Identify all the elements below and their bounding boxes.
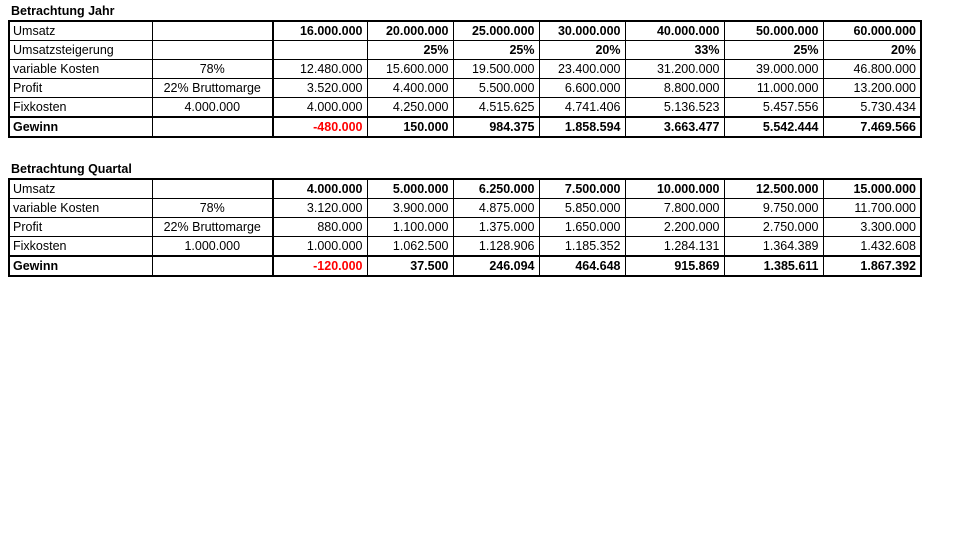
- cell[interactable]: 4.000.000: [273, 98, 367, 118]
- cell[interactable]: 46.800.000: [823, 60, 921, 79]
- cell[interactable]: 25%: [367, 41, 453, 60]
- yearly-table: [8, 20, 922, 138]
- cell[interactable]: [273, 41, 367, 60]
- row-label[interactable]: Gewinn: [9, 256, 152, 276]
- cell[interactable]: 5.850.000: [539, 199, 625, 218]
- row-param[interactable]: [152, 256, 273, 276]
- quarterly-row-fix: [9, 237, 921, 257]
- cell[interactable]: 7.469.566: [823, 117, 921, 137]
- row-param[interactable]: 78%: [152, 60, 273, 79]
- cell[interactable]: 5.500.000: [453, 79, 539, 98]
- cell[interactable]: 25%: [724, 41, 823, 60]
- cell[interactable]: 5.730.434: [823, 98, 921, 118]
- quarterly-row-variable: [9, 199, 921, 218]
- cell[interactable]: 1.858.594: [539, 117, 625, 137]
- cell[interactable]: 33%: [625, 41, 724, 60]
- cell[interactable]: 6.600.000: [539, 79, 625, 98]
- cell[interactable]: 1.364.389: [724, 237, 823, 257]
- cell[interactable]: 3.520.000: [273, 79, 367, 98]
- cell[interactable]: 2.200.000: [625, 218, 724, 237]
- cell[interactable]: 1.432.608: [823, 237, 921, 257]
- row-label[interactable]: Fixkosten: [9, 98, 152, 118]
- cell[interactable]: 1.867.392: [823, 256, 921, 276]
- quarterly-title[interactable]: Betrachtung Quartal: [11, 162, 132, 176]
- cell[interactable]: 1.128.906: [453, 237, 539, 257]
- row-param[interactable]: 22% Bruttomarge: [152, 79, 273, 98]
- cell[interactable]: 4.741.406: [539, 98, 625, 118]
- cell[interactable]: 5.000.000: [367, 179, 453, 199]
- cell[interactable]: 39.000.000: [724, 60, 823, 79]
- cell[interactable]: 60.000.000: [823, 21, 921, 41]
- cell[interactable]: 2.750.000: [724, 218, 823, 237]
- cell[interactable]: 6.250.000: [453, 179, 539, 199]
- cell[interactable]: 1.185.352: [539, 237, 625, 257]
- cell-negative[interactable]: -120.000: [273, 256, 367, 276]
- cell[interactable]: 20%: [823, 41, 921, 60]
- cell[interactable]: 4.000.000: [273, 179, 367, 199]
- cell[interactable]: 3.300.000: [823, 218, 921, 237]
- row-label[interactable]: variable Kosten: [9, 60, 152, 79]
- cell[interactable]: 3.663.477: [625, 117, 724, 137]
- row-label[interactable]: Profit: [9, 79, 152, 98]
- yearly-title[interactable]: Betrachtung Jahr: [11, 4, 115, 18]
- row-label[interactable]: Profit: [9, 218, 152, 237]
- cell[interactable]: 3.900.000: [367, 199, 453, 218]
- cell[interactable]: 23.400.000: [539, 60, 625, 79]
- cell[interactable]: 150.000: [367, 117, 453, 137]
- cell[interactable]: 1.385.611: [724, 256, 823, 276]
- row-param[interactable]: 4.000.000: [152, 98, 273, 118]
- cell[interactable]: 13.200.000: [823, 79, 921, 98]
- cell[interactable]: 19.500.000: [453, 60, 539, 79]
- cell[interactable]: 1.100.000: [367, 218, 453, 237]
- quarterly-section: [8, 160, 922, 277]
- row-label[interactable]: Umsatzsteigerung: [9, 41, 152, 60]
- cell[interactable]: 984.375: [453, 117, 539, 137]
- cell[interactable]: 16.000.000: [273, 21, 367, 41]
- cell[interactable]: 37.500: [367, 256, 453, 276]
- row-label[interactable]: Umsatz: [9, 21, 152, 41]
- cell[interactable]: 246.094: [453, 256, 539, 276]
- cell[interactable]: 3.120.000: [273, 199, 367, 218]
- cell[interactable]: 12.500.000: [724, 179, 823, 199]
- yearly-row-profit: [9, 79, 921, 98]
- cell[interactable]: 12.480.000: [273, 60, 367, 79]
- row-param[interactable]: 1.000.000: [152, 237, 273, 257]
- row-param[interactable]: [152, 21, 273, 41]
- cell[interactable]: 5.542.444: [724, 117, 823, 137]
- cell[interactable]: 11.700.000: [823, 199, 921, 218]
- row-label[interactable]: Fixkosten: [9, 237, 152, 257]
- cell[interactable]: 25.000.000: [453, 21, 539, 41]
- cell[interactable]: 7.800.000: [625, 199, 724, 218]
- yearly-row-fix: [9, 98, 921, 118]
- cell[interactable]: 20.000.000: [367, 21, 453, 41]
- row-param[interactable]: [152, 117, 273, 137]
- cell[interactable]: 1.650.000: [539, 218, 625, 237]
- cell[interactable]: 10.000.000: [625, 179, 724, 199]
- cell[interactable]: 15.000.000: [823, 179, 921, 199]
- cell-negative[interactable]: -480.000: [273, 117, 367, 137]
- cell[interactable]: 11.000.000: [724, 79, 823, 98]
- cell[interactable]: 1.375.000: [453, 218, 539, 237]
- cell[interactable]: 20%: [539, 41, 625, 60]
- cell[interactable]: 9.750.000: [724, 199, 823, 218]
- cell[interactable]: 880.000: [273, 218, 367, 237]
- cell[interactable]: 5.136.523: [625, 98, 724, 118]
- cell[interactable]: 8.800.000: [625, 79, 724, 98]
- cell[interactable]: 4.875.000: [453, 199, 539, 218]
- cell[interactable]: 40.000.000: [625, 21, 724, 41]
- row-label[interactable]: variable Kosten: [9, 199, 152, 218]
- cell[interactable]: 25%: [453, 41, 539, 60]
- quarterly-table: [8, 178, 922, 277]
- cell[interactable]: 1.062.500: [367, 237, 453, 257]
- yearly-row-variable: [9, 60, 921, 79]
- row-param[interactable]: 78%: [152, 199, 273, 218]
- cell[interactable]: 5.457.556: [724, 98, 823, 118]
- quarterly-row-profit: [9, 218, 921, 237]
- yearly-row-gewinn: [9, 117, 921, 137]
- yearly-row-umsatz: [9, 21, 921, 41]
- cell[interactable]: 50.000.000: [724, 21, 823, 41]
- cell[interactable]: 31.200.000: [625, 60, 724, 79]
- cell[interactable]: 1.000.000: [273, 237, 367, 257]
- quarterly-row-gewinn: [9, 256, 921, 276]
- cell[interactable]: 15.600.000: [367, 60, 453, 79]
- cell[interactable]: 4.400.000: [367, 79, 453, 98]
- cell[interactable]: 4.250.000: [367, 98, 453, 118]
- row-label[interactable]: Umsatz: [9, 179, 152, 199]
- row-label[interactable]: Gewinn: [9, 117, 152, 137]
- cell[interactable]: 464.648: [539, 256, 625, 276]
- cell[interactable]: 915.869: [625, 256, 724, 276]
- row-param[interactable]: 22% Bruttomarge: [152, 218, 273, 237]
- row-param[interactable]: [152, 41, 273, 60]
- cell[interactable]: 4.515.625: [453, 98, 539, 118]
- cell[interactable]: 7.500.000: [539, 179, 625, 199]
- cell[interactable]: 30.000.000: [539, 21, 625, 41]
- cell[interactable]: 1.284.131: [625, 237, 724, 257]
- yearly-section: [8, 2, 922, 138]
- row-param[interactable]: [152, 179, 273, 199]
- yearly-row-steigerung: [9, 41, 921, 60]
- quarterly-row-umsatz: [9, 179, 921, 199]
